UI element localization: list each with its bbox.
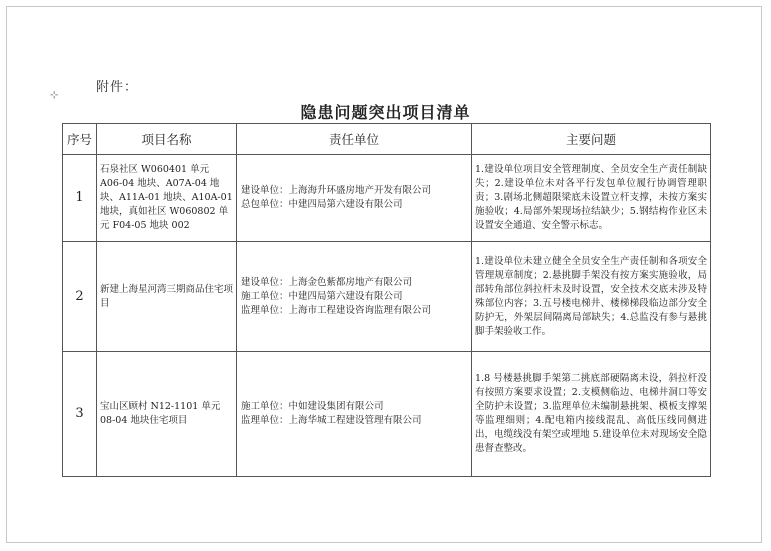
row-responsible-units	[237, 155, 472, 242]
table-row	[63, 242, 711, 352]
responsible-unit: 建设单位：上海金色紫都房地产有限公司	[241, 276, 413, 288]
attachment-label: 附件：	[96, 80, 139, 95]
row-project-name: 新建上海星河湾三期商品住宅项目	[97, 242, 237, 352]
row-index: 3	[63, 352, 97, 477]
row-index: 2	[63, 242, 97, 352]
row-project-name: 宝山区顾村 N12-1101 单元 08-04 地块住宅项目	[97, 352, 237, 477]
document-title: 隐患问题突出项目清单	[300, 103, 471, 122]
row-main-issues: 1.建设单位未建立健全全员安全生产责任制和各项安全管理规章制度；2.悬挑脚手架没有按方案实施验收，局部转角部位斜拉杆未及时设置，安全技术交底未涉及特殊部位内容；3.五号楼电梯井、楼梯梯段临边部分安全防护无，外架层间隔离局部缺失；4.总监没有参与悬挑脚手架验收工作。	[472, 242, 711, 352]
responsible-unit: 总包单位：中建四局第六建设有限公司	[241, 199, 403, 210]
row-main-issues: 1.8 号楼悬挑脚手架第二挑底部硬隔离未设，斜拉杆没有按照方案要求设置；2.支模侧临边、电梯井洞口等安全防护未设置；3.监理单位未编制悬挑架、模板支撑架等监理细则；4.配电箱内接线混乱、高低压线同侧进出，电缆线没有架空或埋地 5.建设单位未对现场安全隐患督查整改。	[472, 352, 711, 477]
row-project-name: 石泉社区 W060401 单元 A06-04 地块、A07A-04 地块、A11A-01 地块、A10A-01 地块，真如社区 W060802 单元 F04-05 地块 002	[97, 155, 237, 242]
responsible-unit: 监理单位：上海市工程建设咨询监理有限公司	[241, 304, 432, 316]
responsible-unit: 监理单位：上海华城工程建设管理有限公司	[241, 415, 422, 426]
row-main-issues: 1.建设单位项目安全管理制度、全员安全生产责任制缺失；2.建设单位未对各平行发包单位履行协调管理职责；3.剧场北侧超限梁底未设置立杆支撑，未按方案实施验收；4.局部外架现场拉结缺少；5.钢结构作业区未设置安全通道、安全警示标志。	[472, 155, 711, 242]
table-header-row	[63, 124, 711, 155]
table-row	[63, 352, 711, 477]
issues-table	[62, 123, 711, 477]
column-header-project: 项目名称	[97, 124, 237, 155]
column-header-responsible: 责任单位	[237, 124, 472, 155]
responsible-unit: 建设单位：上海海升环盛房地产开发有限公司	[241, 185, 432, 196]
responsible-unit: 施工单位：中建四局第六建设有限公司	[241, 290, 403, 302]
binding-mark-icon: ⊹	[50, 90, 59, 101]
row-index: 1	[63, 155, 97, 242]
column-header-issues: 主要问题	[472, 124, 711, 155]
table-row	[63, 155, 711, 242]
row-responsible-units	[237, 352, 472, 477]
row-responsible-units	[237, 242, 472, 352]
column-header-index: 序号	[63, 124, 97, 155]
responsible-unit: 施工单位：中如建设集团有限公司	[241, 401, 384, 412]
